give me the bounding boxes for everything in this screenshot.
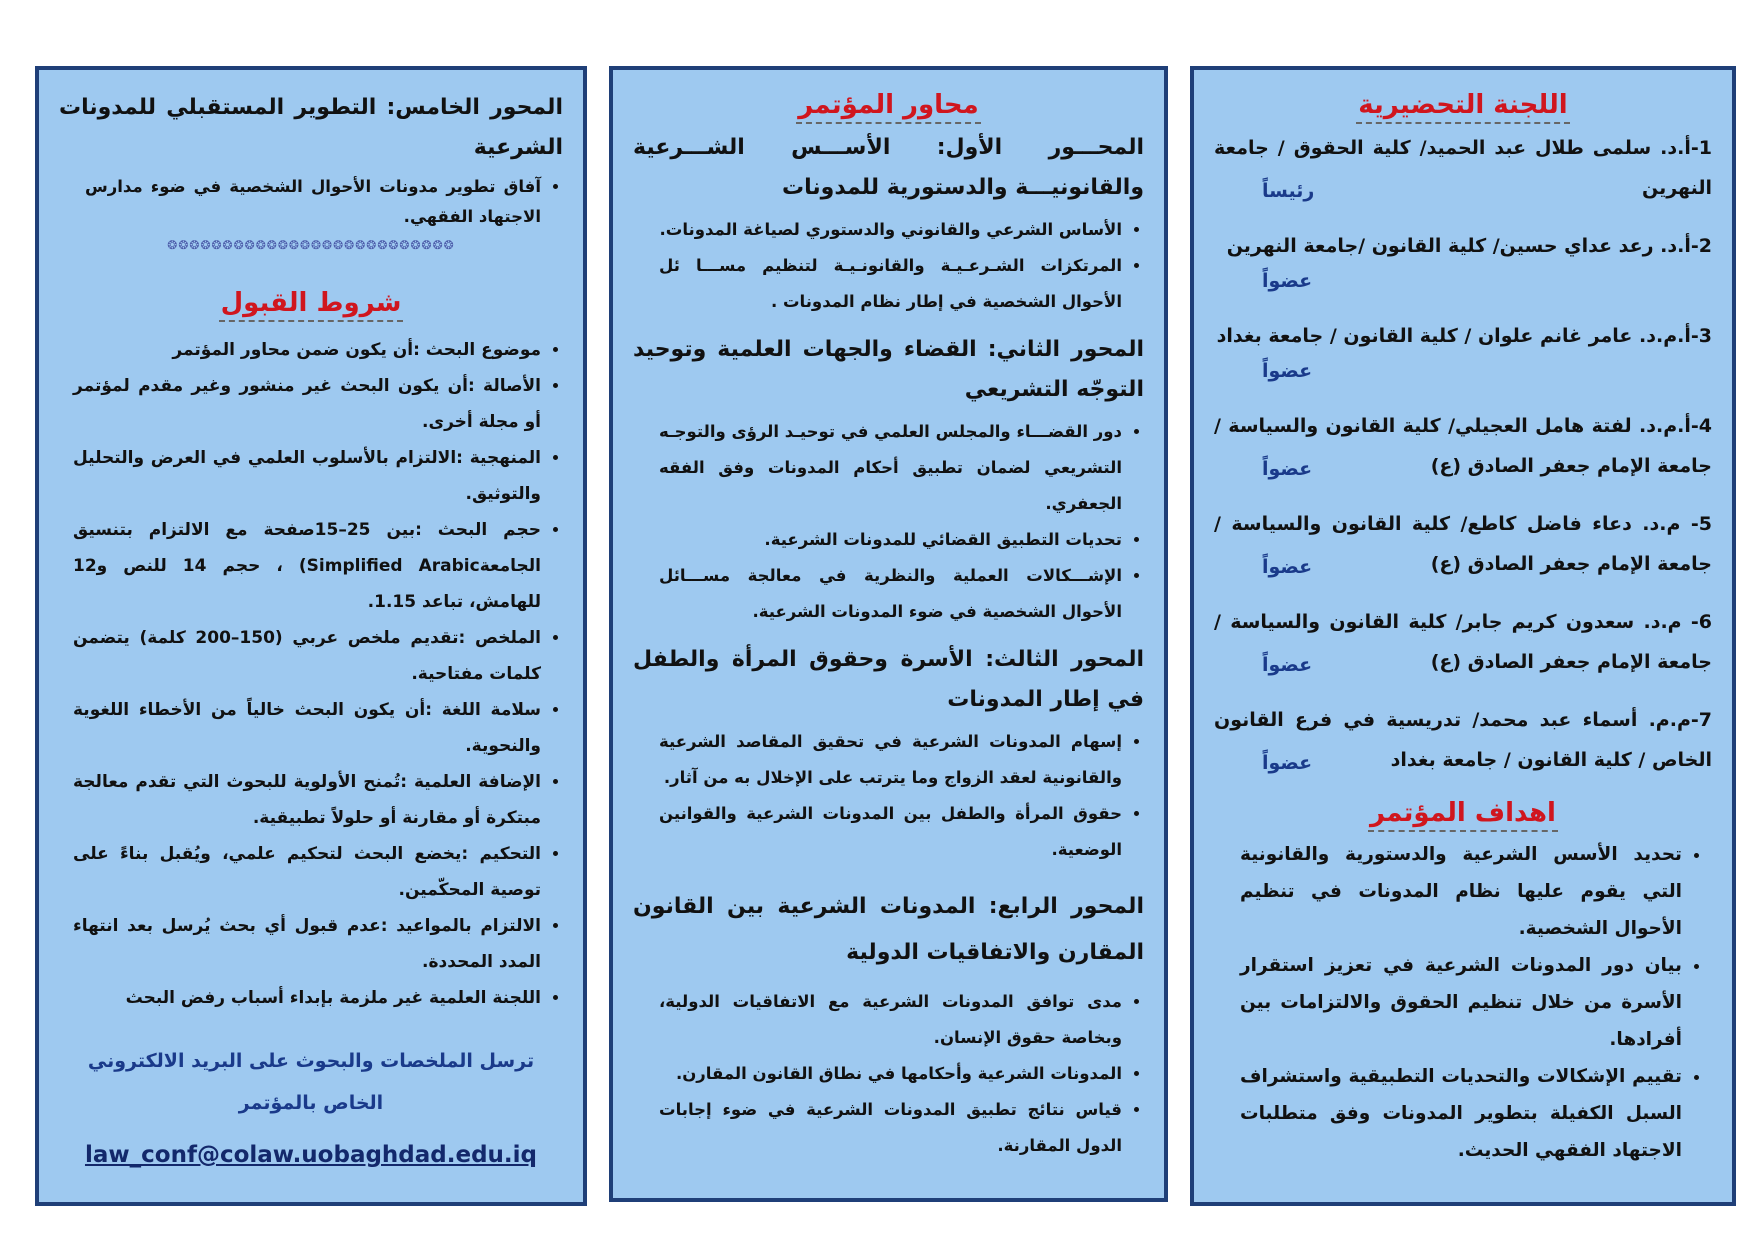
- axis-item: • آفاق تطوير مدونات الأحوال الشخصية في ضوء مدارس الاجتهاد الفقهي.: [85, 172, 541, 232]
- committee-member: 4-أ.م.د. لفتة هامل العجيلي/ كلية القانون والسياسة / جامعة الإمام جعفر الصادق (ع) عضواً: [1214, 406, 1712, 484]
- axis-item: • مدى توافق المدونات الشرعية مع الاتفاقيات الدولية، وبخاصة حقوق الإنسان.: [659, 984, 1122, 1056]
- axis-item: • المدونات الشرعية وأحكامها في نطاق القانون المقارن.: [659, 1056, 1122, 1092]
- axis-3-heading: المحور الثالث: الأسرة وحقوق المرأة والطفل في إطار المدونات: [633, 647, 1144, 712]
- member-role: عضواً: [1262, 458, 1313, 480]
- committee-member: 3-أ.م.د. عامر غانم علوان / كلية القانون / جامعة بغداد عضواً: [1214, 316, 1712, 386]
- committee-member: 5- م.د. دعاء فاضل كاطع/ كلية القانون والسياسة / جامعة الإمام جعفر الصادق (ع) عضواً: [1214, 504, 1712, 582]
- axis-item: • إسهام المدونات الشرعية في تحقيق المقاصد الشرعية والقانونية لعقد الزواج وما يترتب على الإخلال به من آثار.: [659, 724, 1122, 796]
- committee-member: 1-أ.د. سلمى طلال عبد الحميد/ كلية الحقوق / جامعة النهرين رئيساً: [1214, 128, 1712, 206]
- contact-email-link[interactable]: law_conf@colaw.uobaghdad.edu.iq: [84, 1142, 538, 1168]
- acceptance-item: • الإضافة العلمية :تُمنح الأولوية للبحوث التي تقدم معالجة مبتكرة أو مقارنة أو حلولاً تطبيقية.: [73, 764, 541, 836]
- member-role: عضواً: [1262, 270, 1313, 292]
- member-role: رئيساً: [1262, 180, 1315, 202]
- acceptance-panel: [35, 66, 587, 1206]
- acceptance-item: • موضوع البحث :أن يكون ضمن محاور المؤتمر: [73, 332, 541, 368]
- acceptance-item: • المنهجية :الالتزام بالأسلوب العلمي في العرض والتحليل والتوثيق.: [73, 440, 541, 512]
- committee-title: اللجنة التحضيرية: [1214, 90, 1712, 120]
- axis-2-heading: المحور الثاني: القضاء والجهات العلمية وتوحيد التوجّه التشريعي: [633, 337, 1144, 402]
- acceptance-item: • التحكيم :يخضع البحث لتحكيم علمي، ويُقبل بناءً على توصية المحكّمين.: [73, 836, 541, 908]
- acceptance-item: • الأصالة :أن يكون البحث غير منشور وغير مقدم لمؤتمر أو مجلة أخرى.: [73, 368, 541, 440]
- axis-item: • تحديات التطبيق القضائي للمدونات الشرعية.: [659, 522, 1122, 558]
- axis-5-heading: المحور الخامس: التطوير المستقبلي للمدونات الشرعية: [59, 95, 563, 160]
- axis-item: • الإشـــكالات العملية والنظرية في معالجة مســـائل الأحوال الشخصية في ضوء المدونات الشرعية.: [659, 558, 1122, 630]
- acceptance-item: • حجم البحث :بين 25–15صفحة مع الالتزام بتنسيق الجامعةSimplified Arabic) ، حجم 14 للنص و12 للهامش، تباعد 1.15.: [73, 512, 541, 620]
- acceptance-item: • الملخص :تقديم ملخص عربي (150–200 كلمة) يتضمن كلمات مفتاحية.: [73, 620, 541, 692]
- axis-1-heading: المحـــور الأول: الأســـس الشـــرعية والقانونيـــة والدستورية للمدونات: [633, 135, 1144, 200]
- axes-panel: [609, 66, 1168, 1202]
- axis-item: • دور القضـــاء والمجلس العلمي في توحيـد الرؤى والتوجـه التشريعي لضمان تطبيق أحكام المدونات وفق الفقه الجعفري.: [659, 414, 1122, 522]
- goals-title: اهداف المؤتمر: [1214, 798, 1712, 828]
- submission-note: ترسل الملخصات والبحوث على البريد الالكتروني الخاص بالمؤتمر: [87, 1050, 535, 1114]
- committee-panel: [1190, 66, 1736, 1206]
- axis-1-list: [633, 212, 1144, 320]
- goal-item: • تحديد الأسس الشرعية والدستورية والقانونية التي يقوم عليها نظام المدونات في تنظيم الأحوال الشخصية.: [1240, 836, 1682, 947]
- axis-item: • قياس نتائج تطبيق المدونات الشرعية في ضوء إجابات الدول المقارنة.: [659, 1092, 1122, 1164]
- acceptance-list: [59, 332, 563, 1016]
- committee-member: 6- م.د. سعدون كريم جابر/ كلية القانون والسياسة / جامعة الإمام جعفر الصادق (ع) عضواً: [1214, 602, 1712, 680]
- axis-item: • الأساس الشرعي والقانوني والدستوري لصياغة المدونات.: [659, 212, 1122, 248]
- axes-title: محاور المؤتمر: [633, 90, 1144, 120]
- axis-4-list: [633, 984, 1144, 1164]
- axis-item: • المرتكزات الشـرعـيـة والقانونـيـة لتنظيم مســـا ئل الأحوال الشخصية في إطار نظام المدونات .: [659, 248, 1122, 320]
- axis-3-list: [633, 724, 1144, 868]
- decorative-divider: ❂❂❂❂❂❂❂❂❂❂❂❂❂❂❂❂❂❂❂❂❂❂❂❂❂❂: [167, 238, 455, 252]
- axis-2-list: [633, 414, 1144, 630]
- goal-item: • بيان دور المدونات الشرعية في تعزيز استقرار الأسرة من خلال تنظيم الحقوق والالتزامات بين أفرادها.: [1240, 947, 1682, 1058]
- committee-member: 2-أ.د. رعد عداي حسين/ كلية القانون /جامعة النهرين عضواً: [1214, 226, 1712, 296]
- acceptance-item: • اللجنة العلمية غير ملزمة بإبداء أسباب رفض البحث: [73, 980, 541, 1016]
- acceptance-title: شروط القبول: [59, 288, 563, 318]
- goal-item: • تقييم الإشكالات والتحديات التطبيقية واستشراف السبل الكفيلة بتطوير المدونات وفق متطلبات الاجتهاد الفقهي الحديث.: [1240, 1058, 1682, 1169]
- member-role: عضواً: [1262, 654, 1313, 676]
- acceptance-item: • سلامة اللغة :أن يكون البحث خالياً من الأخطاء اللغوية والنحوية.: [73, 692, 541, 764]
- axis-5-list: [59, 172, 563, 232]
- member-role: عضواً: [1262, 556, 1313, 578]
- goals-list: [1214, 836, 1712, 1169]
- member-role: عضواً: [1262, 360, 1313, 382]
- committee-member: 7-م.م. أسماء عبد محمد/ تدريسية في فرع القانون الخاص / كلية القانون / جامعة بغداد عضواً: [1214, 700, 1712, 778]
- axis-4-heading: المحور الرابع: المدونات الشرعية بين القانون المقارن والاتفاقيات الدولية: [633, 894, 1144, 965]
- acceptance-item: • الالتزام بالمواعيد :عدم قبول أي بحث يُرسل بعد انتهاء المدد المحددة.: [73, 908, 541, 980]
- axis-item: • حقوق المرأة والطفل بين المدونات الشرعية والقوانين الوضعية.: [659, 796, 1122, 868]
- member-role: عضواً: [1262, 752, 1313, 774]
